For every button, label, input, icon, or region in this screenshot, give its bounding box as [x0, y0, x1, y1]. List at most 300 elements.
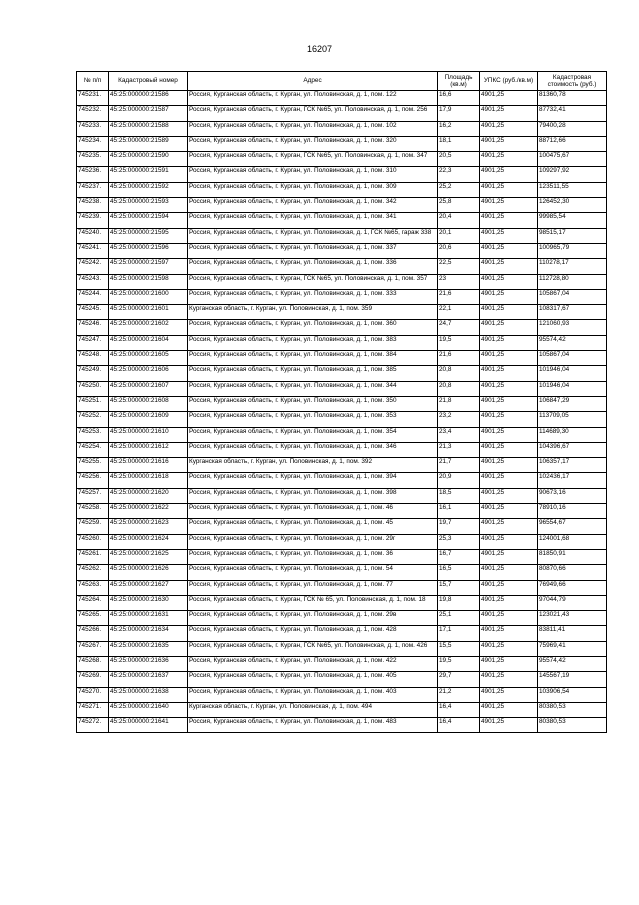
address: Россия, Курганская область, г. Курган, ул. Половинская, д. 1, пом. 360: [188, 320, 438, 335]
area: 20,6: [438, 243, 480, 258]
table-row: [77, 228, 607, 243]
row-number: 745245.: [77, 305, 109, 320]
cadastral-cost: 112728,80: [538, 274, 607, 289]
table-row: [77, 91, 607, 106]
address: Россия, Курганская область, г. Курган, ул. Половинская, д. 1, пом. 54: [188, 565, 438, 580]
cadastral-number: 45:25:000000:21605: [109, 351, 188, 366]
area: 21,8: [438, 396, 480, 411]
header-cost: Кадастровая стоимость (руб.): [538, 72, 607, 91]
table-row: [77, 396, 607, 411]
table-row: [77, 549, 607, 564]
area: 16,4: [438, 718, 480, 733]
table-row: [77, 121, 607, 136]
table-row: [77, 687, 607, 702]
cadastral-cost: 95574,42: [538, 335, 607, 350]
upks: 4901,25: [480, 504, 538, 519]
area: 25,1: [438, 611, 480, 626]
row-number: 745235.: [77, 152, 109, 167]
row-number: 745232.: [77, 106, 109, 121]
cadastral-cost: 106847,29: [538, 396, 607, 411]
address: Россия, Курганская область, г. Курган, ул. Половинская, д. 1, пом. 385: [188, 366, 438, 381]
cadastral-cost: 97044,79: [538, 595, 607, 610]
address: Россия, Курганская область, г. Курган, ул. Половинская, д. 1, пом. 350: [188, 396, 438, 411]
cadastral-number: 45:25:000000:21607: [109, 381, 188, 396]
area: 23: [438, 274, 480, 289]
address: Курганская область, г. Курган, ул. Половинская, д. 1, пом. 392: [188, 458, 438, 473]
cadastral-number: 45:25:000000:21595: [109, 228, 188, 243]
address: Россия, Курганская область, г. Курган, ул. Половинская, д. 1, пом. 36: [188, 549, 438, 564]
address: Россия, Курганская область, г. Курган, ул. Половинская, д. 1, пом. 102: [188, 121, 438, 136]
row-number: 745252.: [77, 412, 109, 427]
cadastral-number: 45:25:000000:21609: [109, 412, 188, 427]
cadastral-number: 45:25:000000:21634: [109, 626, 188, 641]
upks: 4901,25: [480, 595, 538, 610]
row-number: 745250.: [77, 381, 109, 396]
table-row: [77, 626, 607, 641]
upks: 4901,25: [480, 121, 538, 136]
area: 20,8: [438, 381, 480, 396]
row-number: 745260.: [77, 534, 109, 549]
cadastral-number: 45:25:000000:21618: [109, 473, 188, 488]
table-body: [77, 91, 607, 733]
cadastral-cost: 106357,17: [538, 458, 607, 473]
table-row: [77, 152, 607, 167]
cadastral-cost: 123511,55: [538, 182, 607, 197]
area: 25,3: [438, 534, 480, 549]
area: 16,1: [438, 504, 480, 519]
cadastral-cost: 99985,54: [538, 213, 607, 228]
cadastral-number: 45:25:000000:21604: [109, 335, 188, 350]
table-row: [77, 595, 607, 610]
cadastral-cost: 126452,30: [538, 198, 607, 213]
table-row: [77, 213, 607, 228]
row-number: 745242.: [77, 259, 109, 274]
cadastral-cost: 123021,43: [538, 611, 607, 626]
upks: 4901,25: [480, 458, 538, 473]
upks: 4901,25: [480, 626, 538, 641]
address: Россия, Курганская область, г. Курган, ул. Половинская, д. 1, пом. 336: [188, 259, 438, 274]
cadastral-cost: 101946,04: [538, 366, 607, 381]
address: Россия, Курганская область, г. Курган, ГСК № 65, ул. Половинская, д. 1, пом. 18: [188, 595, 438, 610]
table-row: [77, 488, 607, 503]
cadastral-number: 45:25:000000:21600: [109, 289, 188, 304]
row-number: 745268.: [77, 656, 109, 671]
table-row: [77, 534, 607, 549]
upks: 4901,25: [480, 259, 538, 274]
area: 25,8: [438, 198, 480, 213]
address: Россия, Курганская область, г. Курган, ул. Половинская, д. 1, пом. 77: [188, 580, 438, 595]
cadastral-number: 45:25:000000:21637: [109, 672, 188, 687]
upks: 4901,25: [480, 305, 538, 320]
row-number: 745251.: [77, 396, 109, 411]
address: Россия, Курганская область, г. Курган, ул. Половинская, д. 1, пом. 337: [188, 243, 438, 258]
area: 16,5: [438, 565, 480, 580]
upks: 4901,25: [480, 289, 538, 304]
upks: 4901,25: [480, 182, 538, 197]
cadastral-cost: 98515,17: [538, 228, 607, 243]
cadastral-cost: 81850,91: [538, 549, 607, 564]
address: Россия, Курганская область, г. Курган, ул. Половинская, д. 1, ГСК №65, гараж 338: [188, 228, 438, 243]
address: Россия, Курганская область, г. Курган, ул. Половинская, д. 1, пом. 428: [188, 626, 438, 641]
cadastral-cost: 100965,79: [538, 243, 607, 258]
cadastral-number: 45:25:000000:21641: [109, 718, 188, 733]
cadastral-number: 45:25:000000:21594: [109, 213, 188, 228]
upks: 4901,25: [480, 702, 538, 717]
cadastral-cost: 79400,28: [538, 121, 607, 136]
cadastral-number: 45:25:000000:21616: [109, 458, 188, 473]
table-row: [77, 641, 607, 656]
header-num: № п/п: [77, 72, 109, 91]
table-row: [77, 565, 607, 580]
cadastral-cost: 90673,16: [538, 488, 607, 503]
area: 19,7: [438, 519, 480, 534]
row-number: 745256.: [77, 473, 109, 488]
cadastral-cost: 87732,41: [538, 106, 607, 121]
table-row: [77, 504, 607, 519]
cadastral-cost: 121060,93: [538, 320, 607, 335]
address: Россия, Курганская область, г. Курган, ГСК №65, ул. Половинская, д. 1, пом. 357: [188, 274, 438, 289]
area: 25,2: [438, 182, 480, 197]
row-number: 745272.: [77, 718, 109, 733]
upks: 4901,25: [480, 442, 538, 457]
row-number: 745267.: [77, 641, 109, 656]
area: 16,2: [438, 121, 480, 136]
cadastral-cost: 105867,04: [538, 351, 607, 366]
cadastral-number: 45:25:000000:21598: [109, 274, 188, 289]
upks: 4901,25: [480, 167, 538, 182]
cadastral-cost: 101946,04: [538, 381, 607, 396]
table-row: [77, 611, 607, 626]
upks: 4901,25: [480, 136, 538, 151]
table-row: [77, 167, 607, 182]
upks: 4901,25: [480, 427, 538, 442]
area: 17,1: [438, 626, 480, 641]
address: Россия, Курганская область, г. Курган, ул. Половинская, д. 1, пом. 353: [188, 412, 438, 427]
upks: 4901,25: [480, 228, 538, 243]
cadastral-number: 45:25:000000:21597: [109, 259, 188, 274]
cadastral-number: 45:25:000000:21638: [109, 687, 188, 702]
table-row: [77, 366, 607, 381]
cadastral-cost: 145567,19: [538, 672, 607, 687]
cadastral-number: 45:25:000000:21589: [109, 136, 188, 151]
upks: 4901,25: [480, 106, 538, 121]
cadastral-number: 45:25:000000:21636: [109, 656, 188, 671]
table-row: [77, 305, 607, 320]
row-number: 745233.: [77, 121, 109, 136]
table-row: [77, 427, 607, 442]
area: 20,4: [438, 213, 480, 228]
upks: 4901,25: [480, 152, 538, 167]
row-number: 745261.: [77, 549, 109, 564]
cadastral-table: [76, 71, 607, 733]
upks: 4901,25: [480, 213, 538, 228]
upks: 4901,25: [480, 320, 538, 335]
cadastral-number: 45:25:000000:21586: [109, 91, 188, 106]
upks: 4901,25: [480, 519, 538, 534]
table-row: [77, 320, 607, 335]
cadastral-number: 45:25:000000:21590: [109, 152, 188, 167]
cadastral-cost: 88712,66: [538, 136, 607, 151]
address: Россия, Курганская область, г. Курган, ул. Половинская, д. 1, пом. 310: [188, 167, 438, 182]
header-cadastral: Кадастровый номер: [109, 72, 188, 91]
cadastral-number: 45:25:000000:21631: [109, 611, 188, 626]
address: Курганская область, г. Курган, ул. Половинская, д. 1, пом. 494: [188, 702, 438, 717]
row-number: 745236.: [77, 167, 109, 182]
cadastral-cost: 95574,42: [538, 656, 607, 671]
area: 16,4: [438, 702, 480, 717]
area: 16,6: [438, 91, 480, 106]
area: 23,4: [438, 427, 480, 442]
table-row: [77, 519, 607, 534]
row-number: 745244.: [77, 289, 109, 304]
table-row: [77, 458, 607, 473]
table-row: [77, 274, 607, 289]
area: 20,5: [438, 152, 480, 167]
cadastral-cost: 80380,53: [538, 718, 607, 733]
address: Россия, Курганская область, г. Курган, ул. Половинская, д. 1, пом. 384: [188, 351, 438, 366]
address: Россия, Курганская область, г. Курган, ул. Половинская, д. 1, пом. 383: [188, 335, 438, 350]
upks: 4901,25: [480, 656, 538, 671]
cadastral-number: 45:25:000000:21608: [109, 396, 188, 411]
address: Россия, Курганская область, г. Курган, ул. Половинская, д. 1, пом. 342: [188, 198, 438, 213]
table-row: [77, 702, 607, 717]
row-number: 745266.: [77, 626, 109, 641]
cadastral-number: 45:25:000000:21635: [109, 641, 188, 656]
area: 18,1: [438, 136, 480, 151]
table-row: [77, 259, 607, 274]
cadastral-number: 45:25:000000:21587: [109, 106, 188, 121]
cadastral-number: 45:25:000000:21601: [109, 305, 188, 320]
table-row: [77, 289, 607, 304]
area: 21,2: [438, 687, 480, 702]
cadastral-number: 45:25:000000:21606: [109, 366, 188, 381]
address: Россия, Курганская область, г. Курган, ул. Половинская, д. 1, пом. 483: [188, 718, 438, 733]
table-row: [77, 198, 607, 213]
cadastral-number: 45:25:000000:21624: [109, 534, 188, 549]
cadastral-number: 45:25:000000:21623: [109, 519, 188, 534]
row-number: 745257.: [77, 488, 109, 503]
address: Россия, Курганская область, г. Курган, ул. Половинская, д. 1, пом. 394: [188, 473, 438, 488]
cadastral-cost: 80870,66: [538, 565, 607, 580]
area: 20,1: [438, 228, 480, 243]
row-number: 745255.: [77, 458, 109, 473]
table-row: [77, 473, 607, 488]
cadastral-cost: 108317,67: [538, 305, 607, 320]
address: Россия, Курганская область, г. Курган, ГСК №65, ул. Половинская, д. 1, пом. 256: [188, 106, 438, 121]
row-number: 745234.: [77, 136, 109, 151]
area: 29,7: [438, 672, 480, 687]
area: 19,5: [438, 656, 480, 671]
cadastral-cost: 104396,67: [538, 442, 607, 457]
header-upks: УПКС (руб./кв.м): [480, 72, 538, 91]
area: 21,6: [438, 351, 480, 366]
header-address: Адрес: [188, 72, 438, 91]
address: Россия, Курганская область, г. Курган, ГСК №65, ул. Половинская, д. 1, пом. 426: [188, 641, 438, 656]
area: 15,5: [438, 641, 480, 656]
cadastral-cost: 105867,04: [538, 289, 607, 304]
table-row: [77, 718, 607, 733]
cadastral-cost: 76949,66: [538, 580, 607, 595]
cadastral-number: 45:25:000000:21622: [109, 504, 188, 519]
area: 21,3: [438, 442, 480, 457]
address: Россия, Курганская область, г. Курган, ул. Половинская, д. 1, пом. 354: [188, 427, 438, 442]
upks: 4901,25: [480, 335, 538, 350]
address: Россия, Курганская область, г. Курган, ул. Половинская, д. 1, пом. 29в: [188, 611, 438, 626]
table-row: [77, 335, 607, 350]
cadastral-number: 45:25:000000:21593: [109, 198, 188, 213]
address: Россия, Курганская область, г. Курган, ул. Половинская, д. 1, пом. 122: [188, 91, 438, 106]
table-row: [77, 243, 607, 258]
table-row: [77, 580, 607, 595]
area: 20,8: [438, 366, 480, 381]
upks: 4901,25: [480, 565, 538, 580]
cadastral-number: 45:25:000000:21592: [109, 182, 188, 197]
address: Россия, Курганская область, г. Курган, ул. Половинская, д. 1, пом. 398: [188, 488, 438, 503]
table-row: [77, 106, 607, 121]
table-header-row: [77, 72, 607, 91]
address: Россия, Курганская область, г. Курган, ул. Половинская, д. 1, пом. 341: [188, 213, 438, 228]
table-row: [77, 672, 607, 687]
row-number: 745240.: [77, 228, 109, 243]
row-number: 745264.: [77, 595, 109, 610]
upks: 4901,25: [480, 718, 538, 733]
cadastral-cost: 96554,67: [538, 519, 607, 534]
row-number: 745253.: [77, 427, 109, 442]
cadastral-cost: 78910,16: [538, 504, 607, 519]
table-row: [77, 351, 607, 366]
area: 22,1: [438, 305, 480, 320]
upks: 4901,25: [480, 687, 538, 702]
row-number: 745265.: [77, 611, 109, 626]
upks: 4901,25: [480, 243, 538, 258]
cadastral-number: 45:25:000000:21610: [109, 427, 188, 442]
cadastral-number: 45:25:000000:21630: [109, 595, 188, 610]
area: 20,9: [438, 473, 480, 488]
cadastral-cost: 110278,17: [538, 259, 607, 274]
cadastral-number: 45:25:000000:21625: [109, 549, 188, 564]
address: Россия, Курганская область, г. Курган, ул. Половинская, д. 1, пом. 403: [188, 687, 438, 702]
cadastral-number: 45:25:000000:21588: [109, 121, 188, 136]
row-number: 745241.: [77, 243, 109, 258]
row-number: 745237.: [77, 182, 109, 197]
cadastral-cost: 114689,30: [538, 427, 607, 442]
cadastral-number: 45:25:000000:21591: [109, 167, 188, 182]
upks: 4901,25: [480, 412, 538, 427]
address: Россия, Курганская область, г. Курган, ул. Половинская, д. 1, пом. 346: [188, 442, 438, 457]
row-number: 745262.: [77, 565, 109, 580]
row-number: 745231.: [77, 91, 109, 106]
row-number: 745271.: [77, 702, 109, 717]
cadastral-number: 45:25:000000:21626: [109, 565, 188, 580]
area: 22,5: [438, 259, 480, 274]
table-row: [77, 442, 607, 457]
table-row: [77, 381, 607, 396]
cadastral-number: 45:25:000000:21612: [109, 442, 188, 457]
row-number: 745238.: [77, 198, 109, 213]
upks: 4901,25: [480, 672, 538, 687]
cadastral-cost: 102436,17: [538, 473, 607, 488]
address: Россия, Курганская область, г. Курган, ул. Половинская, д. 1, пом. 422: [188, 656, 438, 671]
upks: 4901,25: [480, 396, 538, 411]
area: 16,7: [438, 549, 480, 564]
address: Россия, Курганская область, г. Курган, ул. Половинская, д. 1, пом. 405: [188, 672, 438, 687]
table-row: [77, 136, 607, 151]
table-row: [77, 182, 607, 197]
cadastral-cost: 75969,41: [538, 641, 607, 656]
address: Россия, Курганская область, г. Курган, ул. Половинская, д. 1, пом. 46: [188, 504, 438, 519]
upks: 4901,25: [480, 198, 538, 213]
upks: 4901,25: [480, 488, 538, 503]
upks: 4901,25: [480, 381, 538, 396]
table-row: [77, 412, 607, 427]
row-number: 745258.: [77, 504, 109, 519]
upks: 4901,25: [480, 641, 538, 656]
address: Россия, Курганская область, г. Курган, ул. Половинская, д. 1, пом. 309: [188, 182, 438, 197]
upks: 4901,25: [480, 91, 538, 106]
cadastral-number: 45:25:000000:21620: [109, 488, 188, 503]
cadastral-number: 45:25:000000:21640: [109, 702, 188, 717]
row-number: 745248.: [77, 351, 109, 366]
cadastral-cost: 124001,68: [538, 534, 607, 549]
address: Россия, Курганская область, г. Курган, ул. Половинская, д. 1, пом. 333: [188, 289, 438, 304]
cadastral-number: 45:25:000000:21602: [109, 320, 188, 335]
address: Россия, Курганская область, г. Курган, ул. Половинская, д. 1, пом. 29г: [188, 534, 438, 549]
address: Курганская область, г. Курган, ул. Половинская, д. 1, пом. 359: [188, 305, 438, 320]
address: Россия, Курганская область, г. Курган, ул. Половинская, д. 1, пом. 45: [188, 519, 438, 534]
row-number: 745249.: [77, 366, 109, 381]
area: 23,2: [438, 412, 480, 427]
row-number: 745270.: [77, 687, 109, 702]
upks: 4901,25: [480, 274, 538, 289]
cadastral-cost: 113709,05: [538, 412, 607, 427]
area: 18,5: [438, 488, 480, 503]
cadastral-cost: 83811,41: [538, 626, 607, 641]
cadastral-cost: 80380,53: [538, 702, 607, 717]
area: 22,3: [438, 167, 480, 182]
area: 15,7: [438, 580, 480, 595]
address: Россия, Курганская область, г. Курган, ул. Половинская, д. 1, пом. 344: [188, 381, 438, 396]
upks: 4901,25: [480, 611, 538, 626]
upks: 4901,25: [480, 366, 538, 381]
area: 19,8: [438, 595, 480, 610]
cadastral-cost: 109297,92: [538, 167, 607, 182]
area: 17,9: [438, 106, 480, 121]
address: Россия, Курганская область, г. Курган, ГСК №65, ул. Половинская, д. 1, пом. 347: [188, 152, 438, 167]
row-number: 745259.: [77, 519, 109, 534]
area: 24,7: [438, 320, 480, 335]
upks: 4901,25: [480, 549, 538, 564]
page-number: 16207: [306, 44, 333, 54]
upks: 4901,25: [480, 580, 538, 595]
area: 21,6: [438, 289, 480, 304]
row-number: 745254.: [77, 442, 109, 457]
cadastral-number: 45:25:000000:21596: [109, 243, 188, 258]
row-number: 745269.: [77, 672, 109, 687]
row-number: 745246.: [77, 320, 109, 335]
cadastral-number: 45:25:000000:21627: [109, 580, 188, 595]
row-number: 745239.: [77, 213, 109, 228]
upks: 4901,25: [480, 473, 538, 488]
cadastral-cost: 81360,78: [538, 91, 607, 106]
address: Россия, Курганская область, г. Курган, ул. Половинская, д. 1, пом. 320: [188, 136, 438, 151]
area: 19,5: [438, 335, 480, 350]
cadastral-cost: 100475,67: [538, 152, 607, 167]
cadastral-cost: 103906,54: [538, 687, 607, 702]
area: 21,7: [438, 458, 480, 473]
row-number: 745247.: [77, 335, 109, 350]
row-number: 745243.: [77, 274, 109, 289]
header-area: Площадь (кв.м): [438, 72, 480, 91]
